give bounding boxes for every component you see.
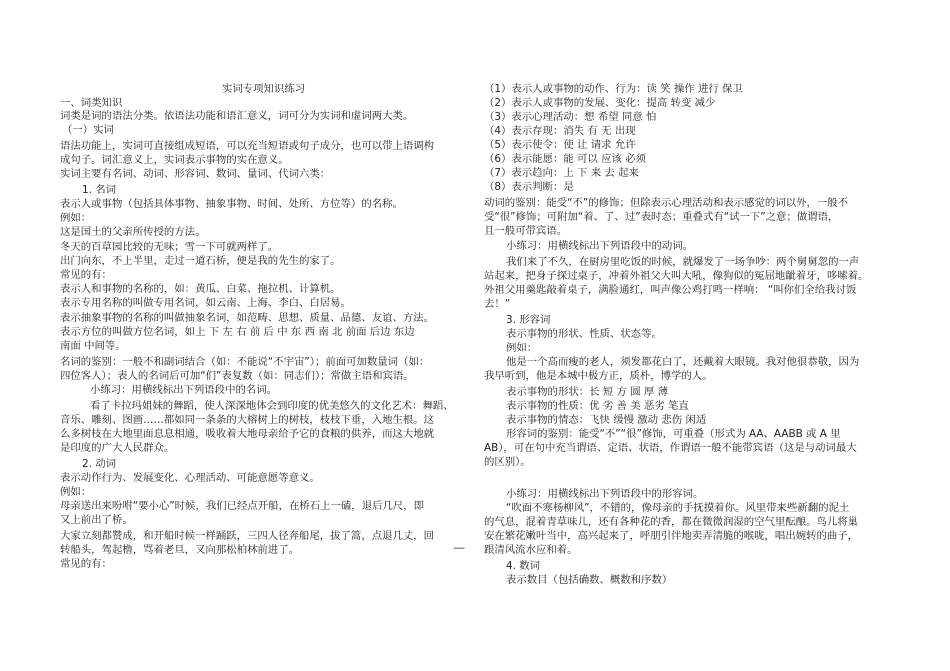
text-line: 语法功能上，实词可直接组成短语，可以充当短语或句子成分，也可以带上语调构 [60, 140, 435, 152]
text-line: （2）表示人或事物的发展、变化：提高 转变 减少 [484, 97, 716, 109]
text-line: 例如： [60, 486, 92, 498]
text-line: “吹面不寒杨柳风”，不错的，像母亲的手抚摸着你。风里带来些新翻的泥土 [506, 502, 850, 514]
margin-mark: __ [454, 537, 465, 549]
text-line: 的区别）。 [484, 456, 531, 468]
text-line: 音乐、雕刻、图画……都如同一条条的大榕树上的树枝，枝枝下垂，入地生根。这 [60, 414, 435, 426]
text-line: 动词的鉴别：能受“不”的修饰；但除表示心理活动和表示感觉的词以外，一般不 [484, 197, 849, 209]
text-line: 看了卡拉玛姐妹的舞蹈，使人深深地体会到印度的优美悠久的文化艺术：舞蹈、 [90, 400, 454, 412]
text-line: 小练习：用横线标出下列语段中的名词。 [90, 384, 278, 396]
text-line: 这是国土的父亲所传授的方法。 [60, 226, 206, 238]
text-line: 我早听到，他是本城中极方正，质朴，博学的人。 [484, 370, 713, 382]
text-line: 常见的有： [60, 269, 112, 281]
text-line: 么多树枝在大地里面息息相通，吸收着大地母亲给予它的食粮的供养，而这大地就 [60, 428, 435, 440]
text-line: 词类是词的语法分类。依语法功能和语汇意义，词可分为实词和虚词两大类。 [60, 110, 414, 122]
text-line: （3）表示心理活动：想 希望 同意 怕 [484, 111, 657, 123]
text-line: 一、词类知识 [60, 97, 123, 109]
text-line: 四位客人）；表人的名词后可加“们”表复数（如：同志们）；常做主语和宾语。 [60, 370, 414, 382]
text-line: 且一般可带宾语。 [484, 225, 568, 237]
text-line: 小练习：用横线标出下列语段中的形容词。 [506, 488, 704, 500]
text-line: （4）表示存现：消失 有 无 出现 [484, 125, 636, 137]
text-line: 例如： [60, 212, 92, 224]
text-line: 跟清风流水应和着。 [484, 544, 578, 556]
text-line: 他是一个高而瘦的老人，须发都花白了，还戴着大眼镜。我对他很恭敬，因为 [506, 356, 860, 368]
text-line: 名词的鉴别：一般不和副词结合（如：不能说“不宇宙”）；前面可加数量词（如： [60, 356, 430, 368]
text-line: 南面 中间等。 [60, 340, 126, 352]
text-line: 成句子。词汇意义上，实词表示事物的实在意义。 [60, 154, 289, 166]
text-line: （1）表示人或事物的动作、行为：读 笑 操作 进行 保卫 [484, 83, 743, 95]
text-line: 表示人或事物（包括具体事物、抽象事物、时间、处所、方位等）的名称。 [60, 198, 403, 210]
text-line: 小练习：用横线标出下列语段中的动词。 [506, 240, 694, 252]
text-line: 表示人和事物的名称的，如：黄瓜、白菜、拖拉机、计算机。 [60, 283, 341, 295]
text-line: （一）实词 [62, 124, 114, 136]
text-line: 出门向东，不上半里，走过一道石桥，便是我的先生的家了。 [60, 255, 341, 267]
text-line: 的气息，混着青草味儿，还有各种花的香，都在微微润湿的空气里酝酿。鸟儿将巢 [484, 516, 859, 528]
text-line: 大家立刻都赞成，和开船时候一样踊跃，三四人径奔船尾，拔了篙，点退几丈，回 [60, 530, 435, 542]
text-line: 表示事物的性质：优 劣 善 美 恶劣 笔直 [506, 400, 689, 412]
text-line: 表示动作行为、发展变化、心理活动、可能意愿等意义。 [60, 472, 320, 484]
text-line: 安在繁花嫩叶当中，高兴起来了，呼朋引伴地卖弄清脆的喉咙，唱出婉转的曲子， [484, 530, 859, 542]
text-line: 我们来了不久，在厨房里吃饭的时候，就爆发了一场争吵：两个舅舅忽的一声 [506, 256, 860, 268]
text-line: 冬天的百草园比较的无味；雪一下可就两样了。 [60, 241, 279, 253]
text-line: 实词主要有名词、动词、形容词、数词、量词、代词六类： [60, 168, 331, 180]
text-line: （5）表示使令：使 让 请求 允许 [484, 139, 636, 151]
text-line: 去！” [484, 298, 511, 310]
text-line: （6）表示能愿：能 可以 应该 必须 [484, 153, 646, 165]
text-line: 外祖父用羹匙敲着桌子，满脸通红，叫声像公鸡打鸣一样响： “叫你们全给我讨饭 [484, 284, 857, 296]
text-line: 形容词的鉴别：能受“不”“很”修饰，可重叠（形式为 AA、AABB 或 A 里 [506, 428, 841, 440]
text-line: 3. 形容词 [506, 314, 551, 326]
text-line: 受“很”修饰；可附加“着、了、过”表时态；重叠式有“试一下”之意；做谓语， [484, 211, 839, 223]
text-line: 表示数目（包括确数、概数和序数） [506, 574, 673, 586]
text-line: 表示事物的情态：飞快 缓慢 激动 悲伤 闲适 [506, 414, 707, 426]
text-line: 表示专用名称的叫做专用名词，如云南、上海、李白、白居易。 [60, 297, 351, 309]
text-line: 表示抽象事物的名称的叫做抽象名词，如范畴、思想、质量、品德、友谊、方法。 [60, 312, 435, 324]
text-line: （7）表示趋向：上 下 来 去 起来 [484, 167, 639, 179]
text-line: 母亲送出来吩咐“要小心”时候，我们已经点开船，在桥石上一磕，退后几尺，即 [60, 500, 425, 512]
text-line: 4. 数词 [506, 560, 540, 572]
text-line: 站起来，把身子探过桌子，冲着外祖父大叫大吼，像狗似的冤屈地龇着牙，哆嗦着。 [484, 270, 869, 282]
text-line: 是印度的广大人民群众。 [60, 442, 175, 454]
text-line: AB），可在句中充当谓语、定语、状语，作谓语一般不能带宾语（这是与动词最大 [484, 442, 857, 454]
text-line: 表示事物的形状：长 短 方 圆 厚 薄 [506, 386, 668, 398]
text-line: 表示事物的形状、性质、状态等。 [506, 328, 662, 340]
text-line: 转船头，驾起橹，骂着老旦，又向那松柏林前进了。 [60, 544, 299, 556]
text-line: 常见的有： [60, 558, 112, 570]
text-line: 1. 名词 [82, 184, 116, 196]
text-line: 例如： [506, 342, 538, 354]
page-title: 实词专项知识练习 [222, 83, 306, 95]
text-line: （8）表示判断：是 [484, 181, 574, 193]
text-line: 又上前出了桥。 [60, 514, 133, 526]
text-line: 2. 动词 [82, 458, 116, 470]
text-line: 表示方位的叫做方位名词，如上 下 左 右 前 后 中 东 西 南 北 前面 后边 东边 [60, 326, 415, 338]
